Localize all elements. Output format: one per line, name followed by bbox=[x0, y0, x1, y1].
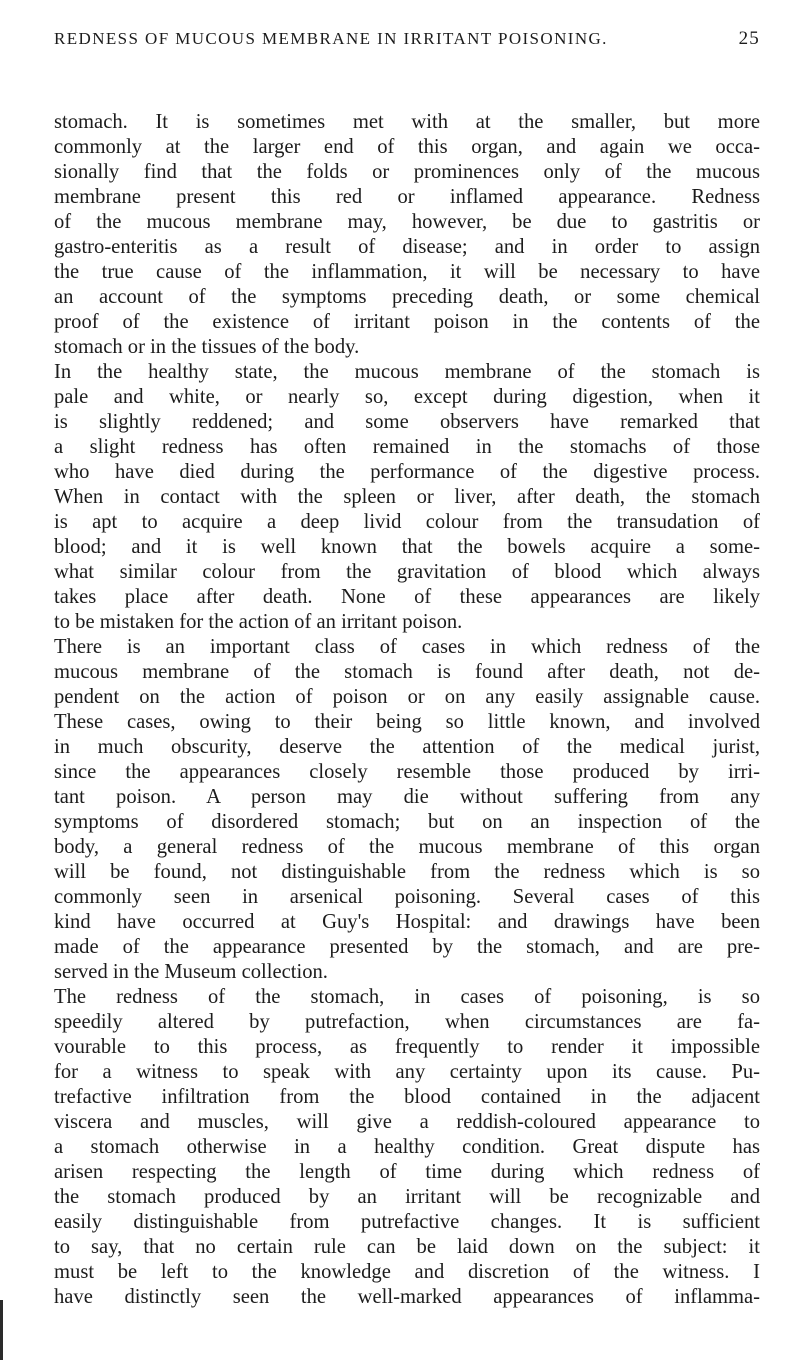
text-line: to be mistaken for the action of an irritant poison. bbox=[54, 611, 463, 633]
text-line: mucous membrane of the stomach is found after death, not de- bbox=[54, 661, 760, 683]
text-line: a stomach otherwise in a healthy condition. Great dispute has bbox=[54, 1136, 760, 1158]
text-line: These cases, owing to their being so little known, and involved bbox=[54, 711, 760, 733]
page-edge-mark bbox=[0, 1300, 3, 1360]
text-line: easily distinguishable from putrefactive changes. It is sufficient bbox=[54, 1211, 760, 1233]
text-line: since the appearances closely resemble those produced by irri- bbox=[54, 761, 760, 783]
text-line: stomach. It is sometimes met with at the smaller, but more bbox=[54, 111, 760, 133]
text-line: made of the appearance presented by the stomach, and are pre- bbox=[54, 936, 760, 958]
text-line: kind have occurred at Guy's Hospital: and drawings have been bbox=[54, 911, 760, 933]
text-line: served in the Museum collection. bbox=[54, 961, 328, 983]
body-text bbox=[54, 110, 760, 1310]
book-page bbox=[54, 28, 760, 1310]
text-line: trefactive infiltration from the blood contained in the adjacent bbox=[54, 1086, 760, 1108]
text-line: vourable to this process, as frequently to render it impossible bbox=[54, 1036, 760, 1058]
text-line: is apt to acquire a deep livid colour from the transudation of bbox=[54, 511, 760, 533]
text-line: viscera and muscles, will give a reddish-coloured appearance to bbox=[54, 1111, 760, 1133]
text-line: pale and white, or nearly so, except during digestion, when it bbox=[54, 386, 760, 408]
text-line: stomach or in the tissues of the body. bbox=[54, 336, 360, 358]
text-line: The redness of the stomach, in cases of poisoning, is so bbox=[54, 986, 760, 1008]
text-line: is slightly reddened; and some observers have remarked that bbox=[54, 411, 760, 433]
page-number: 25 bbox=[738, 28, 760, 49]
text-line: must be left to the knowledge and discretion of the witness. I bbox=[54, 1261, 760, 1283]
text-line: body, a general redness of the mucous membrane of this organ bbox=[54, 836, 760, 858]
text-line: takes place after death. None of these appearances are likely bbox=[54, 586, 760, 608]
text-line: commonly at the larger end of this organ, and again we occa- bbox=[54, 136, 760, 158]
text-line: pendent on the action of poison or on any easily assignable cause. bbox=[54, 686, 760, 708]
text-line: In the healthy state, the mucous membrane of the stomach is bbox=[54, 361, 760, 383]
text-line: of the mucous membrane may, however, be due to gastritis or bbox=[54, 211, 760, 233]
text-line: speedily altered by putrefaction, when circumstances are fa- bbox=[54, 1011, 760, 1033]
text-line: the stomach produced by an irritant will be recognizable and bbox=[54, 1186, 760, 1208]
text-line: membrane present this red or inflamed appearance. Redness bbox=[54, 186, 760, 208]
text-line: for a witness to speak with any certainty upon its cause. Pu- bbox=[54, 1061, 760, 1083]
text-line: what similar colour from the gravitation of blood which always bbox=[54, 561, 760, 583]
text-line: arisen respecting the length of time during which redness of bbox=[54, 1161, 760, 1183]
text-line: will be found, not distinguishable from the redness which is so bbox=[54, 861, 760, 883]
text-line: an account of the symptoms preceding death, or some chemical bbox=[54, 286, 760, 308]
text-line: the true cause of the inflammation, it will be necessary to have bbox=[54, 261, 760, 283]
text-line: a slight redness has often remained in the stomachs of those bbox=[54, 436, 760, 458]
text-line: proof of the existence of irritant poison in the contents of the bbox=[54, 311, 760, 333]
text-line: symptoms of disordered stomach; but on an inspection of the bbox=[54, 811, 760, 833]
running-head bbox=[54, 28, 760, 58]
text-line: When in contact with the spleen or liver, after death, the stomach bbox=[54, 486, 760, 508]
text-line: There is an important class of cases in which redness of the bbox=[54, 636, 760, 658]
text-line: tant poison. A person may die without suffering from any bbox=[54, 786, 760, 808]
text-line: commonly seen in arsenical poisoning. Several cases of this bbox=[54, 886, 760, 908]
text-line: gastro-enteritis as a result of disease; and in order to assign bbox=[54, 236, 760, 258]
text-line: to say, that no certain rule can be laid down on the subject: it bbox=[54, 1236, 760, 1258]
text-line: have distinctly seen the well-marked appearances of inflamma- bbox=[54, 1286, 760, 1308]
text-line: sionally find that the folds or prominences only of the mucous bbox=[54, 161, 760, 183]
text-line: in much obscurity, deserve the attention of the medical jurist, bbox=[54, 736, 760, 758]
text-line: blood; and it is well known that the bowels acquire a some- bbox=[54, 536, 760, 558]
running-title: REDNESS OF MUCOUS MEMBRANE IN IRRITANT POISONING. bbox=[54, 29, 608, 48]
text-line: who have died during the performance of the digestive process. bbox=[54, 461, 760, 483]
